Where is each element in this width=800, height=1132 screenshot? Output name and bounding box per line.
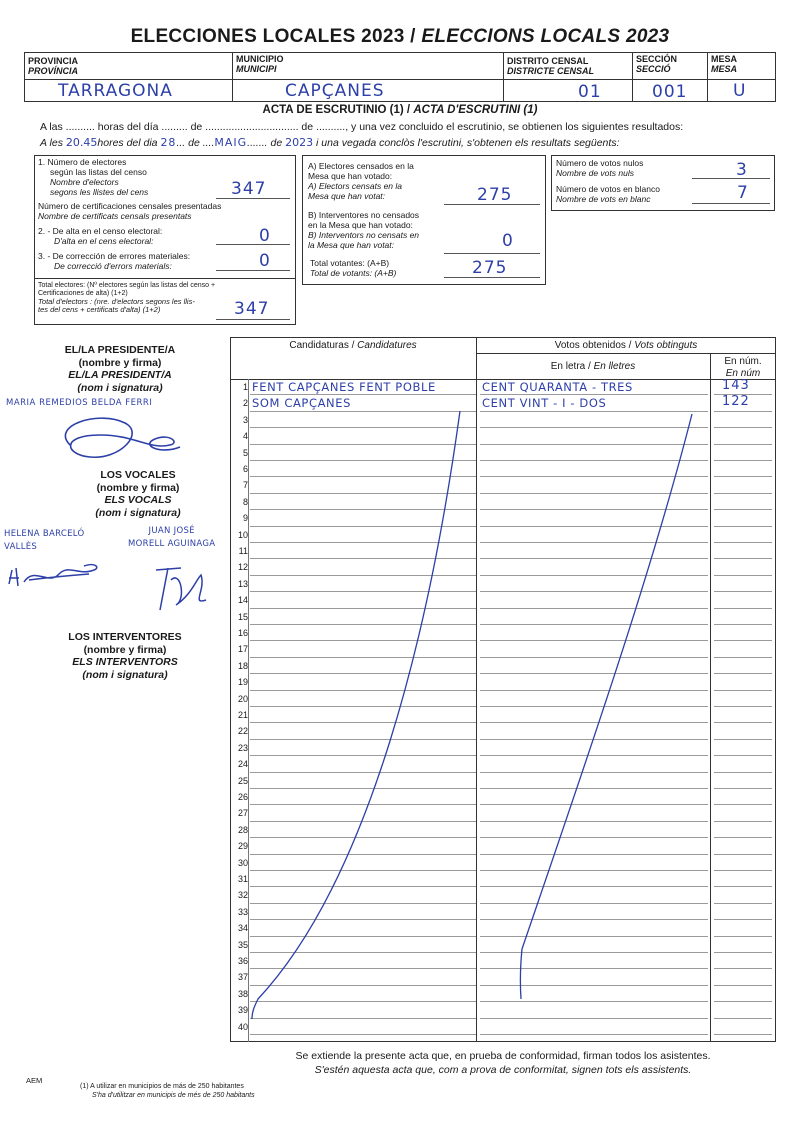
seccion-value: 001 xyxy=(652,82,688,102)
distrito-value: 01 xyxy=(578,82,602,102)
vocal1-name: HELENA BARCELÓ VALLÈS xyxy=(4,529,85,552)
correccion-label: 3. - De corrección de errores materiales: De correcció d'errors materials: xyxy=(38,251,191,271)
row-number: 4 xyxy=(242,431,248,442)
row-number: 29 xyxy=(237,841,248,852)
acta-hora: 20.45 xyxy=(65,136,98,149)
cancel-strokes xyxy=(230,379,776,1042)
total-votantes-label: Total votantes: (A+B) Total de votants: (A+B) xyxy=(310,258,397,278)
row-number: 7 xyxy=(242,480,248,491)
total-electores-label: Total electores: (Nº electores según las listas del censo + Certificaciones de alta) (1+2) Total d'electors : (nre. d'electors segons les llis- tes del cens + certificats d'alta) (1+2) xyxy=(38,282,216,314)
nulos-line xyxy=(692,178,770,179)
municipio-label: MUNICIPIO MUNICIPI xyxy=(236,54,284,74)
vocales-label: LOS VOCALES (nombre y firma) ELS VOCALS (nom i signatura) xyxy=(95,469,181,519)
row-number: 10 xyxy=(237,529,248,540)
aem-label: AEM xyxy=(26,1076,43,1085)
seccion-label: SECCIÓN SECCIÓ xyxy=(636,54,678,74)
votantes-b-line xyxy=(444,253,540,254)
acta-any: 2023 xyxy=(285,136,314,149)
row-number: 9 xyxy=(242,513,248,524)
row-number: 33 xyxy=(237,906,248,917)
row-number: 31 xyxy=(237,874,248,884)
row-number: 2 xyxy=(242,398,248,409)
nulos-label: Número de votos nulos Nombre de vots nuls xyxy=(556,158,644,178)
results-divider xyxy=(476,353,776,354)
nulos-value: 3 xyxy=(736,160,748,180)
distrito-label: DISTRITO CENSAL DISTRICTE CENSAL xyxy=(507,56,595,76)
row-number: 32 xyxy=(237,890,248,901)
blanco-line xyxy=(692,203,770,204)
acta-line-es: A las .......... horas del día ......... de ................................ de .........., y una vez concluido el escrutinio, se obtienen los siguientes resultados: xyxy=(40,121,684,133)
row-number: 23 xyxy=(237,742,248,753)
row-number: 30 xyxy=(237,857,248,868)
vocal2-name: JUAN JOSÉ MORELL AGUINAGA xyxy=(128,526,216,549)
col-candidaturas: Candidaturas / Candidatures xyxy=(289,340,417,351)
col-num: En núm. En núm xyxy=(724,356,762,379)
header-divider xyxy=(632,52,633,102)
row-number: 3 xyxy=(242,414,248,425)
header-divider xyxy=(24,79,776,80)
alta-value: 0 xyxy=(259,226,271,246)
header-divider xyxy=(232,52,233,102)
row-number: 16 xyxy=(237,628,248,638)
row-number: 25 xyxy=(237,775,248,786)
votantes-a-value: 275 xyxy=(477,185,513,205)
total-electores-line xyxy=(216,319,290,320)
acta-line-ca: A les 20.45hores del dia 28... de ....MAIG....... de 2023 i una vegada conclòs l'escrutini, s'obtenen els resultats següents: xyxy=(40,136,620,149)
blanco-value: 7 xyxy=(737,183,749,203)
col-letra: En letra / En lletres xyxy=(550,361,636,372)
blanco-label: Número de votos en blanco Nombre de vots en blanc xyxy=(556,184,660,204)
alta-line xyxy=(216,244,290,245)
presidente-signature xyxy=(40,405,190,475)
vocal2-signature xyxy=(146,560,216,615)
row-number: 1 xyxy=(242,382,248,392)
row-number: 8 xyxy=(242,496,248,507)
row-number: 5 xyxy=(242,447,248,458)
total-votantes-value: 275 xyxy=(472,258,508,278)
presidente-name: MARIA REMEDIOS BELDA FERRI xyxy=(6,398,153,408)
document-title xyxy=(0,26,800,48)
provincia-value: TARRAGONA xyxy=(58,81,173,101)
row-number: 13 xyxy=(237,578,248,589)
title-es: ELECCIONES LOCALES 2023 / xyxy=(130,26,416,47)
correccion-line xyxy=(216,270,290,271)
votantes-b-label: B) Interventores no censados en la Mesa que han votado: B) Interventors no censats en la Mesa que han votat: xyxy=(308,210,420,250)
acta-mes: MAIG xyxy=(214,136,248,149)
row-number: 21 xyxy=(237,710,248,720)
votantes-a-label: A) Electores censados en la Mesa que han votado: A) Electors censats en la Mesa que han votat: xyxy=(308,161,414,201)
provincia-label: PROVINCIA PROVÍNCIA xyxy=(28,56,79,76)
row-number: 20 xyxy=(237,693,248,704)
col-votos: Votos obtenidos / Vots obtinguts xyxy=(554,340,698,351)
header-divider xyxy=(503,52,504,102)
total-electores-value: 347 xyxy=(234,299,270,319)
municipio-value: CAPÇANES xyxy=(285,81,385,101)
row-number: 35 xyxy=(237,939,248,950)
row-num: 122 xyxy=(722,394,750,410)
alta-label: 2. - De alta en el censo electoral: D'alta en el cens electoral: xyxy=(38,226,163,246)
acta-title: ACTA DE ESCRUTINIO (1) / ACTA D'ESCRUTINI (1) xyxy=(262,104,538,116)
mesa-value: U xyxy=(733,81,747,101)
correccion-value: 0 xyxy=(259,251,271,271)
electores-value: 347 xyxy=(231,179,267,199)
row-number: 40 xyxy=(237,1021,248,1032)
row-number: 27 xyxy=(237,808,248,819)
title-ca: ELECCIONS LOCALS 2023 xyxy=(421,26,670,47)
row-number: 36 xyxy=(237,956,248,966)
row-number: 6 xyxy=(242,464,248,474)
header-divider xyxy=(707,52,708,102)
acta-dia: 28 xyxy=(160,136,177,149)
row-number: 19 xyxy=(237,677,248,688)
interventores-label: LOS INTERVENTORES (nombre y firma) ELS INTERVENTORS (nom i signatura) xyxy=(68,631,182,681)
row-number: 11 xyxy=(238,546,248,556)
row-number: 38 xyxy=(237,988,248,999)
row-number: 39 xyxy=(237,1005,248,1016)
votantes-b-value: 0 xyxy=(502,231,514,251)
mesa-label: MESA MESA xyxy=(711,54,738,74)
row-number: 15 xyxy=(237,611,248,622)
row-candidatura: FENT CAPÇANES FENT POBLE xyxy=(252,380,436,394)
row-candidatura: SOM CAPÇANES xyxy=(252,396,352,411)
row-number: 18 xyxy=(237,660,248,671)
electores-label: 1. Número de electores según las listas del censo Nombre d'electors segons les llistes del cens xyxy=(38,157,149,197)
vocal1-signature xyxy=(4,556,104,592)
row-letra: CENT VINT - I - DOS xyxy=(482,396,607,411)
row-number: 28 xyxy=(237,824,248,835)
presidente-label: EL/LA PRESIDENTE/A (nombre y firma) EL/LA PRESIDENT/A (nom i signatura) xyxy=(64,344,176,394)
row-number: 14 xyxy=(237,595,248,606)
row-number: 17 xyxy=(237,644,248,655)
row-num: 143 xyxy=(722,378,750,393)
row-number: 12 xyxy=(237,562,248,573)
row-number: 22 xyxy=(237,726,248,737)
row-number: 37 xyxy=(237,972,248,983)
row-number: 24 xyxy=(237,759,248,770)
row-number: 26 xyxy=(237,792,248,802)
row-number: 34 xyxy=(237,923,248,934)
row-letra: CENT QUARANTA - TRES xyxy=(482,380,633,394)
conformidad-text: Se extiende la presente acta que, en prueba de conformidad, firman todos los asistentes. S'estén aquesta acta que, com a prova de conformitat, signen tots els assistents. xyxy=(295,1050,711,1076)
certificaciones-label: Número de certificaciones censales presentadas Nombre de certificats censals presentats xyxy=(38,201,222,221)
footnote: (1) A utilizar en municipios de más de 250 habitantes S'ha d'utilitzar en municipis de més de 250 habitants xyxy=(80,1083,255,1099)
